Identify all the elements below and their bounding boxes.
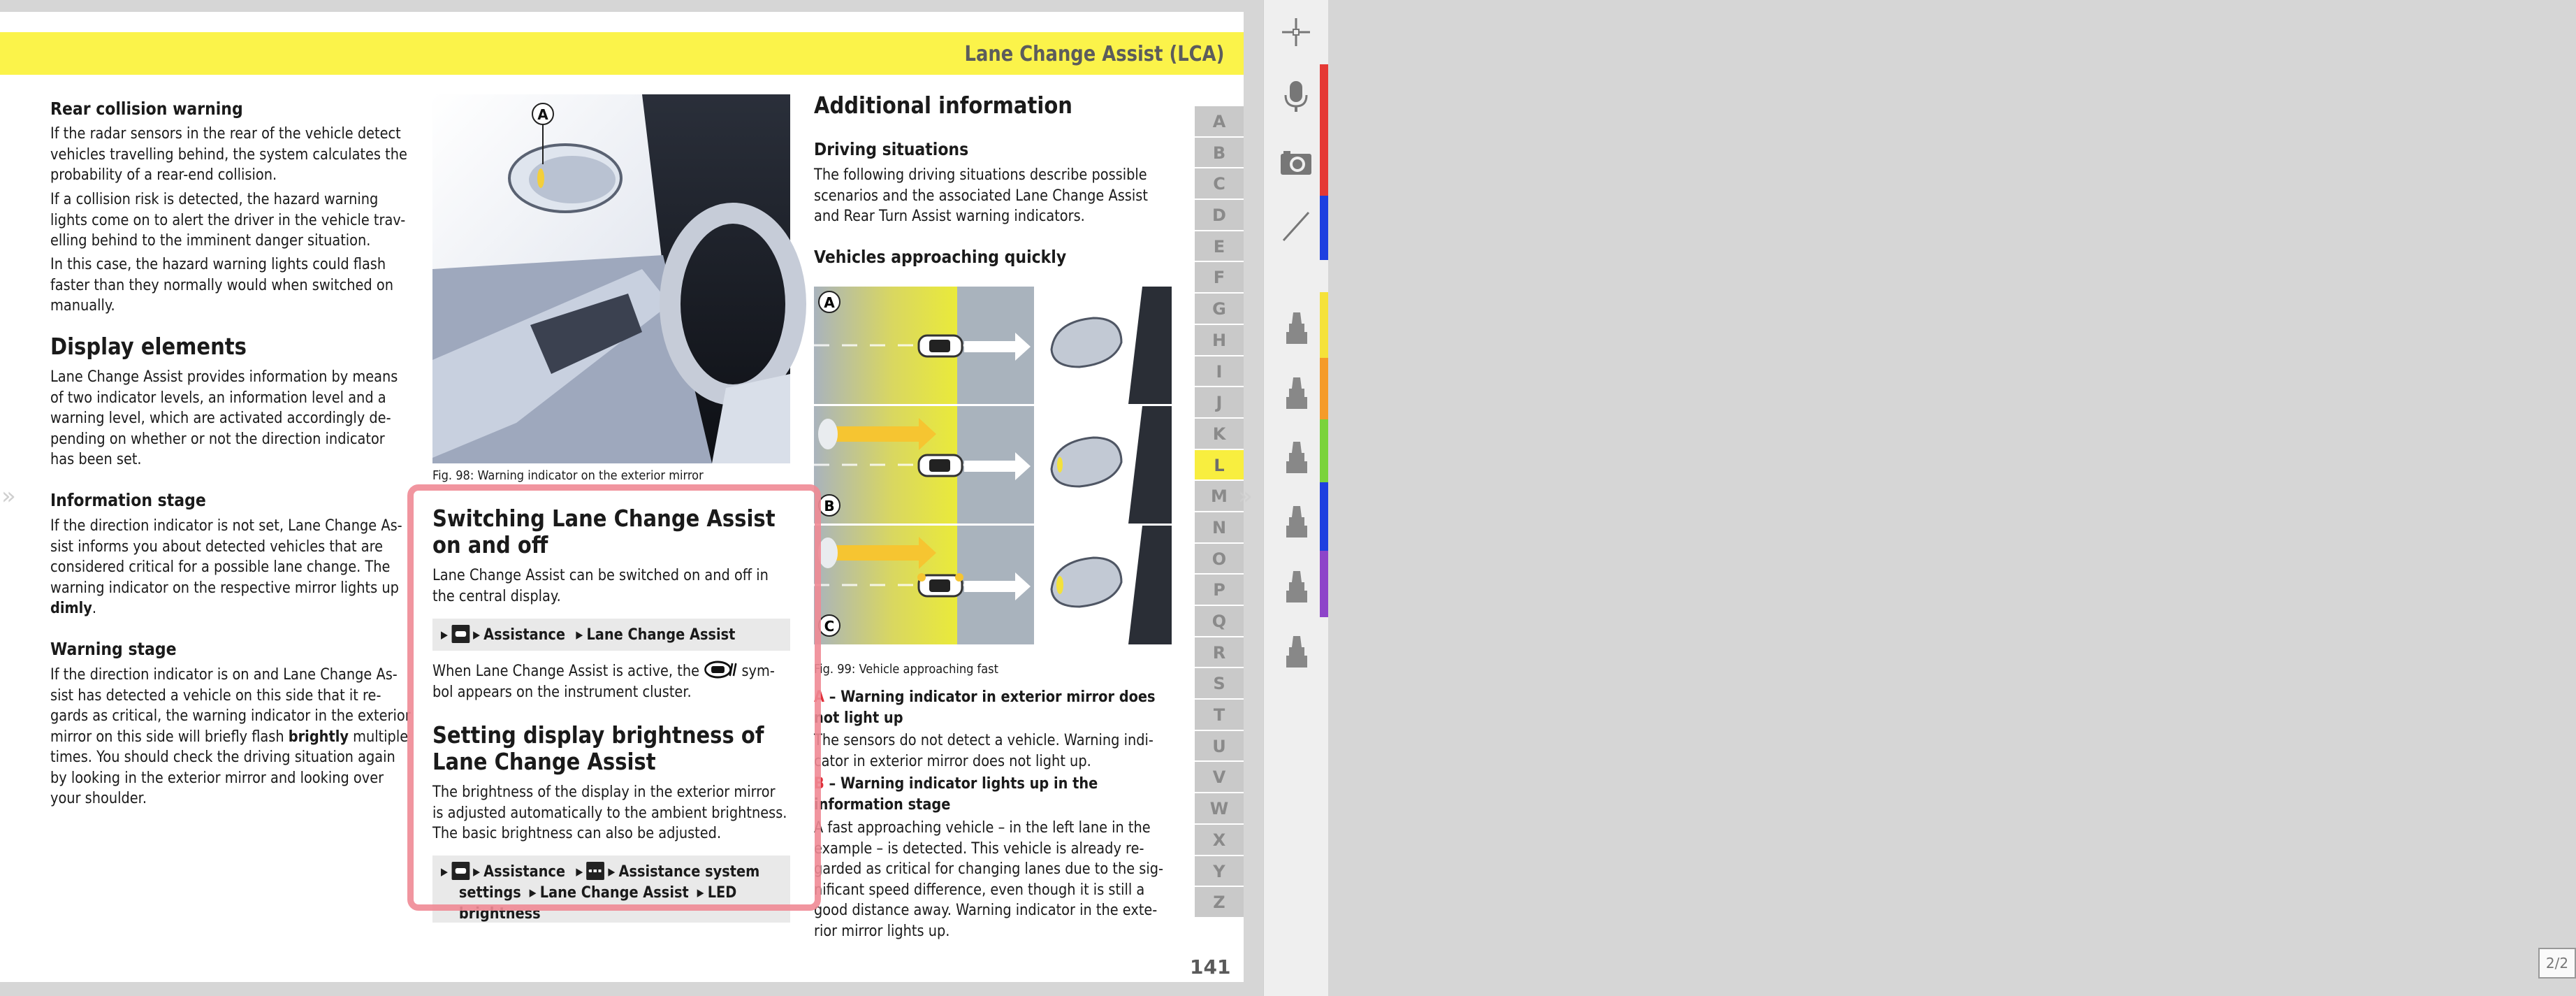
color-swatch[interactable] <box>1320 196 1328 260</box>
brightness-paragraph: The brightness of the display in the exterior mirror is adjusted automatically to the ambient brightness. The basic brightness can also be adjusted. <box>432 783 787 842</box>
information-stage-heading: Information stage <box>50 490 206 510</box>
brightness-heading: Setting display brightness of Lane Change Assist <box>432 721 764 775</box>
color-swatch[interactable] <box>1320 551 1328 617</box>
highlighter-icon[interactable] <box>1279 311 1313 345</box>
item-b-title: B – Warning indicator lights up in the information stage <box>814 774 1098 814</box>
index-letter-x[interactable]: X <box>1195 825 1244 856</box>
highlight-annotation[interactable] <box>407 484 821 911</box>
menu-item-lane-change-assist: Lane Change Assist <box>586 626 736 644</box>
item-a-title: A – Warning indicator in exterior mirror does not light up <box>814 688 1156 727</box>
display-elements-heading: Display elements <box>50 333 247 360</box>
menu-item-lane-change-assist: Lane Change Assist <box>539 883 689 902</box>
page-number: 141 <box>1190 955 1231 979</box>
index-letter-h[interactable]: H <box>1195 325 1244 356</box>
additional-information-heading: Additional information <box>814 92 1072 119</box>
index-letter-t[interactable]: T <box>1195 700 1244 731</box>
figure-98-image <box>432 94 790 463</box>
display-elements-paragraph: Lane Change Assist provides information by means of two indicator levels, an information level and a warning level, which are activated accordingly de-pending on whether or not the direction indicator has been set. <box>50 368 398 468</box>
plus-icon[interactable] <box>1279 15 1313 49</box>
figure-99-label-c: C <box>824 618 835 635</box>
item-a-text: The sensors do not detect a vehicle. Warning indi-cator in exterior mirror does not light up. <box>814 731 1154 770</box>
index-letter-p[interactable]: P <box>1195 575 1244 606</box>
switching-heading: Switching Lane Change Assist on and off <box>432 505 776 558</box>
rear-collision-p1: If the radar sensors in the rear of the vehicle detect vehicles travelling behind, the system calculates the probability of a rear-end collision. <box>50 124 407 184</box>
color-swatch[interactable] <box>1320 358 1328 419</box>
switching-menu-path: ▶ ▶ Assistance ▶ Lane Change Assist <box>432 619 790 651</box>
microphone-icon[interactable] <box>1279 80 1313 113</box>
item-b-text: A fast approaching vehicle – in the left lane in the example – is detected. This vehicle is already re-garded as critical for changing lanes due to the sig-nificant speed difference, even though it is still a good distance away. Warning indicator in the exte-rior mirror lights up. <box>814 818 1164 940</box>
pen-line-icon[interactable] <box>1279 210 1313 243</box>
index-letter-a[interactable]: A <box>1195 106 1244 138</box>
index-letter-n[interactable]: N <box>1195 512 1244 544</box>
warning-stage-heading: Warning stage <box>50 639 177 659</box>
index-letter-u[interactable]: U <box>1195 731 1244 763</box>
annotation-toolbar <box>1263 0 2569 996</box>
warning-stage-paragraph: If the direction indicator is on and Lane Change As-sist has detected a vehicle on this side that it re-gards as critical, the warning indicator in the exterior mirror on this side will briefly flash brightly multiple times. You should check the driving situation again by looking in the exterior mirror and looking over your shoulder. <box>50 665 411 807</box>
driving-situations-heading: Driving situations <box>814 139 969 159</box>
highlighter-icon[interactable] <box>1279 505 1313 538</box>
figure-99-caption: Fig. 99: Vehicle approaching fast <box>814 662 998 677</box>
color-swatch[interactable] <box>1320 64 1328 196</box>
next-page-arrow-icon[interactable]: » <box>1238 482 1253 510</box>
previous-page-arrow-icon[interactable]: » <box>1 482 16 510</box>
figure-99-image <box>814 287 1172 644</box>
index-letter-s[interactable]: S <box>1195 668 1244 700</box>
figure-99-label-b: B <box>824 498 835 514</box>
color-swatch[interactable] <box>1320 419 1328 482</box>
highlighter-icon[interactable] <box>1279 570 1313 603</box>
index-letter-k[interactable]: K <box>1195 419 1244 450</box>
index-letter-b[interactable]: B <box>1195 138 1244 169</box>
vehicles-approaching-heading: Vehicles approaching quickly <box>814 247 1067 267</box>
index-letter-v[interactable]: V <box>1195 762 1244 793</box>
index-letter-l[interactable]: L <box>1195 450 1244 482</box>
alphabet-index <box>1195 106 1244 918</box>
index-letter-r[interactable]: R <box>1195 637 1244 669</box>
figure-98-caption: Fig. 98: Warning indicator on the exterior mirror <box>432 468 704 483</box>
color-swatch[interactable] <box>1320 482 1328 551</box>
index-letter-o[interactable]: O <box>1195 544 1244 575</box>
color-swatch[interactable] <box>1320 292 1328 358</box>
switching-paragraph: Lane Change Assist can be switched on and off in the central display. <box>432 566 769 605</box>
rear-collision-p2: If a collision risk is detected, the hazard warning lights come on to alert the driver in the vehicle trav-elling behind to the imminent danger situation. <box>50 190 406 250</box>
camera-icon[interactable] <box>1279 145 1313 179</box>
index-letter-g[interactable]: G <box>1195 294 1244 325</box>
driving-situations-paragraph: The following driving situations describe possible scenarios and the associated Lane Change Assist and Rear Turn Assist warning indicators. <box>814 166 1148 225</box>
index-letter-e[interactable]: E <box>1195 231 1244 263</box>
menu-item-assistance: Assistance <box>483 626 566 644</box>
index-letter-i[interactable]: I <box>1195 356 1244 388</box>
page-title: Lane Change Assist (LCA) <box>964 42 1224 66</box>
highlighter-icon[interactable] <box>1279 376 1313 410</box>
index-letter-q[interactable]: Q <box>1195 606 1244 637</box>
index-letter-y[interactable]: Y <box>1195 856 1244 888</box>
figure-99-label-a: A <box>824 294 835 311</box>
brightness-menu-path: ▶ ▶ Assistance ▶ ▶ Assistance system settings ▶ Lane Change Assist ▶ LED brightness <box>432 856 790 923</box>
index-letter-z[interactable]: Z <box>1195 887 1244 918</box>
menu-item-led-brightness: LED brightness <box>458 883 737 923</box>
figure-98-label: A <box>537 106 548 123</box>
active-symbol-paragraph: When Lane Change Assist is active, the sym-bol appears on the instrument cluster. <box>432 662 775 701</box>
header-bar <box>0 32 1244 75</box>
page-indicator[interactable]: 2/2 <box>2538 948 2576 979</box>
menu-item-assistance: Assistance <box>483 863 566 881</box>
information-stage-paragraph: If the direction indicator is not set, Lane Change As-sist informs you about detected vehicles that are considered critical for a possible lane change. The warning indicator on the respective mirror lights up dimly. <box>50 517 402 617</box>
menu-item-assistance-system-settings: Assistance system settings <box>458 863 760 902</box>
highlighter-icon[interactable] <box>1279 440 1313 474</box>
rear-collision-heading: Rear collision warning <box>50 99 243 119</box>
index-letter-c[interactable]: C <box>1195 168 1244 200</box>
index-letter-w[interactable]: W <box>1195 793 1244 825</box>
rear-collision-p3: In this case, the hazard warning lights could flash faster than they normally would when switched on manually. <box>50 255 393 315</box>
index-letter-f[interactable]: F <box>1195 262 1244 294</box>
highlighter-icon[interactable] <box>1279 635 1313 668</box>
index-letter-d[interactable]: D <box>1195 200 1244 231</box>
index-letter-m[interactable]: M <box>1195 481 1244 512</box>
index-letter-j[interactable]: J <box>1195 387 1244 419</box>
